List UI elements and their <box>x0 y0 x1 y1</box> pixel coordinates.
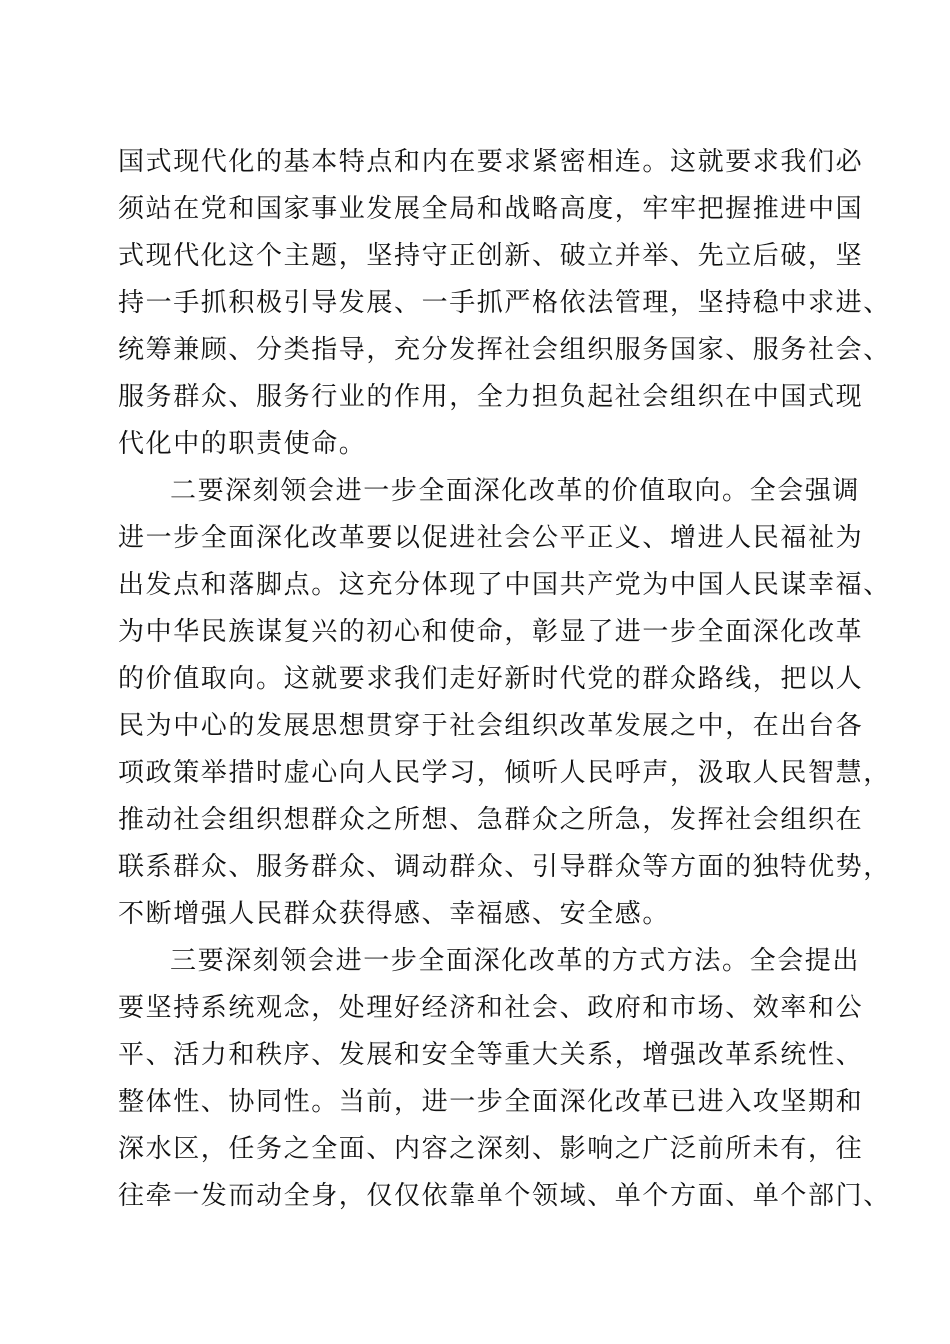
text-line: 项政策举措时虚心向人民学习，倾听人民呼声，汲取人民智慧， <box>118 758 891 788</box>
text-line: 要坚持系统观念，处理好经济和社会、政府和市场、效率和公 <box>118 993 864 1023</box>
text-line: 民为中心的发展思想贯穿于社会组织改革发展之中，在出台各 <box>118 711 864 741</box>
text-line: 进一步全面深化改革要以促进社会公平正义、增进人民福祉为 <box>118 523 864 553</box>
text-line: 深水区，任务之全面、内容之深刻、影响之广泛前所未有，往 <box>118 1134 864 1164</box>
text-line: 整体性、协同性。当前，进一步全面深化改革已进入攻坚期和 <box>118 1087 864 1117</box>
text-line: 三要深刻领会进一步全面深化改革的方式方法。全会提出 <box>170 946 861 976</box>
text-line: 式现代化这个主题，坚持守正创新、破立并举、先立后破，坚 <box>118 241 864 271</box>
text-line: 出发点和落脚点。这充分体现了中国共产党为中国人民谋幸福、 <box>118 570 891 600</box>
text-line: 不断增强人民群众获得感、幸福感、安全感。 <box>118 899 671 929</box>
text-line: 推动社会组织想群众之所想、急群众之所急，发挥社会组织在 <box>118 805 864 835</box>
text-line: 须站在党和国家事业发展全局和战略高度，牢牢把握推进中国 <box>118 194 864 224</box>
text-line: 代化中的职责使命。 <box>118 429 367 459</box>
text-line: 为中华民族谋复兴的初心和使命，彰显了进一步全面深化改革 <box>118 617 864 647</box>
text-line: 联系群众、服务群众、调动群众、引导群众等方面的独特优势， <box>118 852 891 882</box>
text-line: 国式现代化的基本特点和内在要求紧密相连。这就要求我们必 <box>118 147 864 177</box>
text-line: 的价值取向。这就要求我们走好新时代党的群众路线，把以人 <box>118 664 864 694</box>
text-line: 二要深刻领会进一步全面深化改革的价值取向。全会强调 <box>170 476 861 506</box>
text-line: 平、活力和秩序、发展和安全等重大关系，增强改革系统性、 <box>118 1040 864 1070</box>
text-line: 持一手抓积极引导发展、一手抓严格依法管理，坚持稳中求进、 <box>118 288 891 318</box>
text-line: 往牵一发而动全身，仅仅依靠单个领域、单个方面、单个部门、 <box>118 1181 891 1211</box>
text-line: 服务群众、服务行业的作用，全力担负起社会组织在中国式现 <box>118 382 864 412</box>
text-line: 统筹兼顾、分类指导，充分发挥社会组织服务国家、服务社会、 <box>118 335 891 365</box>
